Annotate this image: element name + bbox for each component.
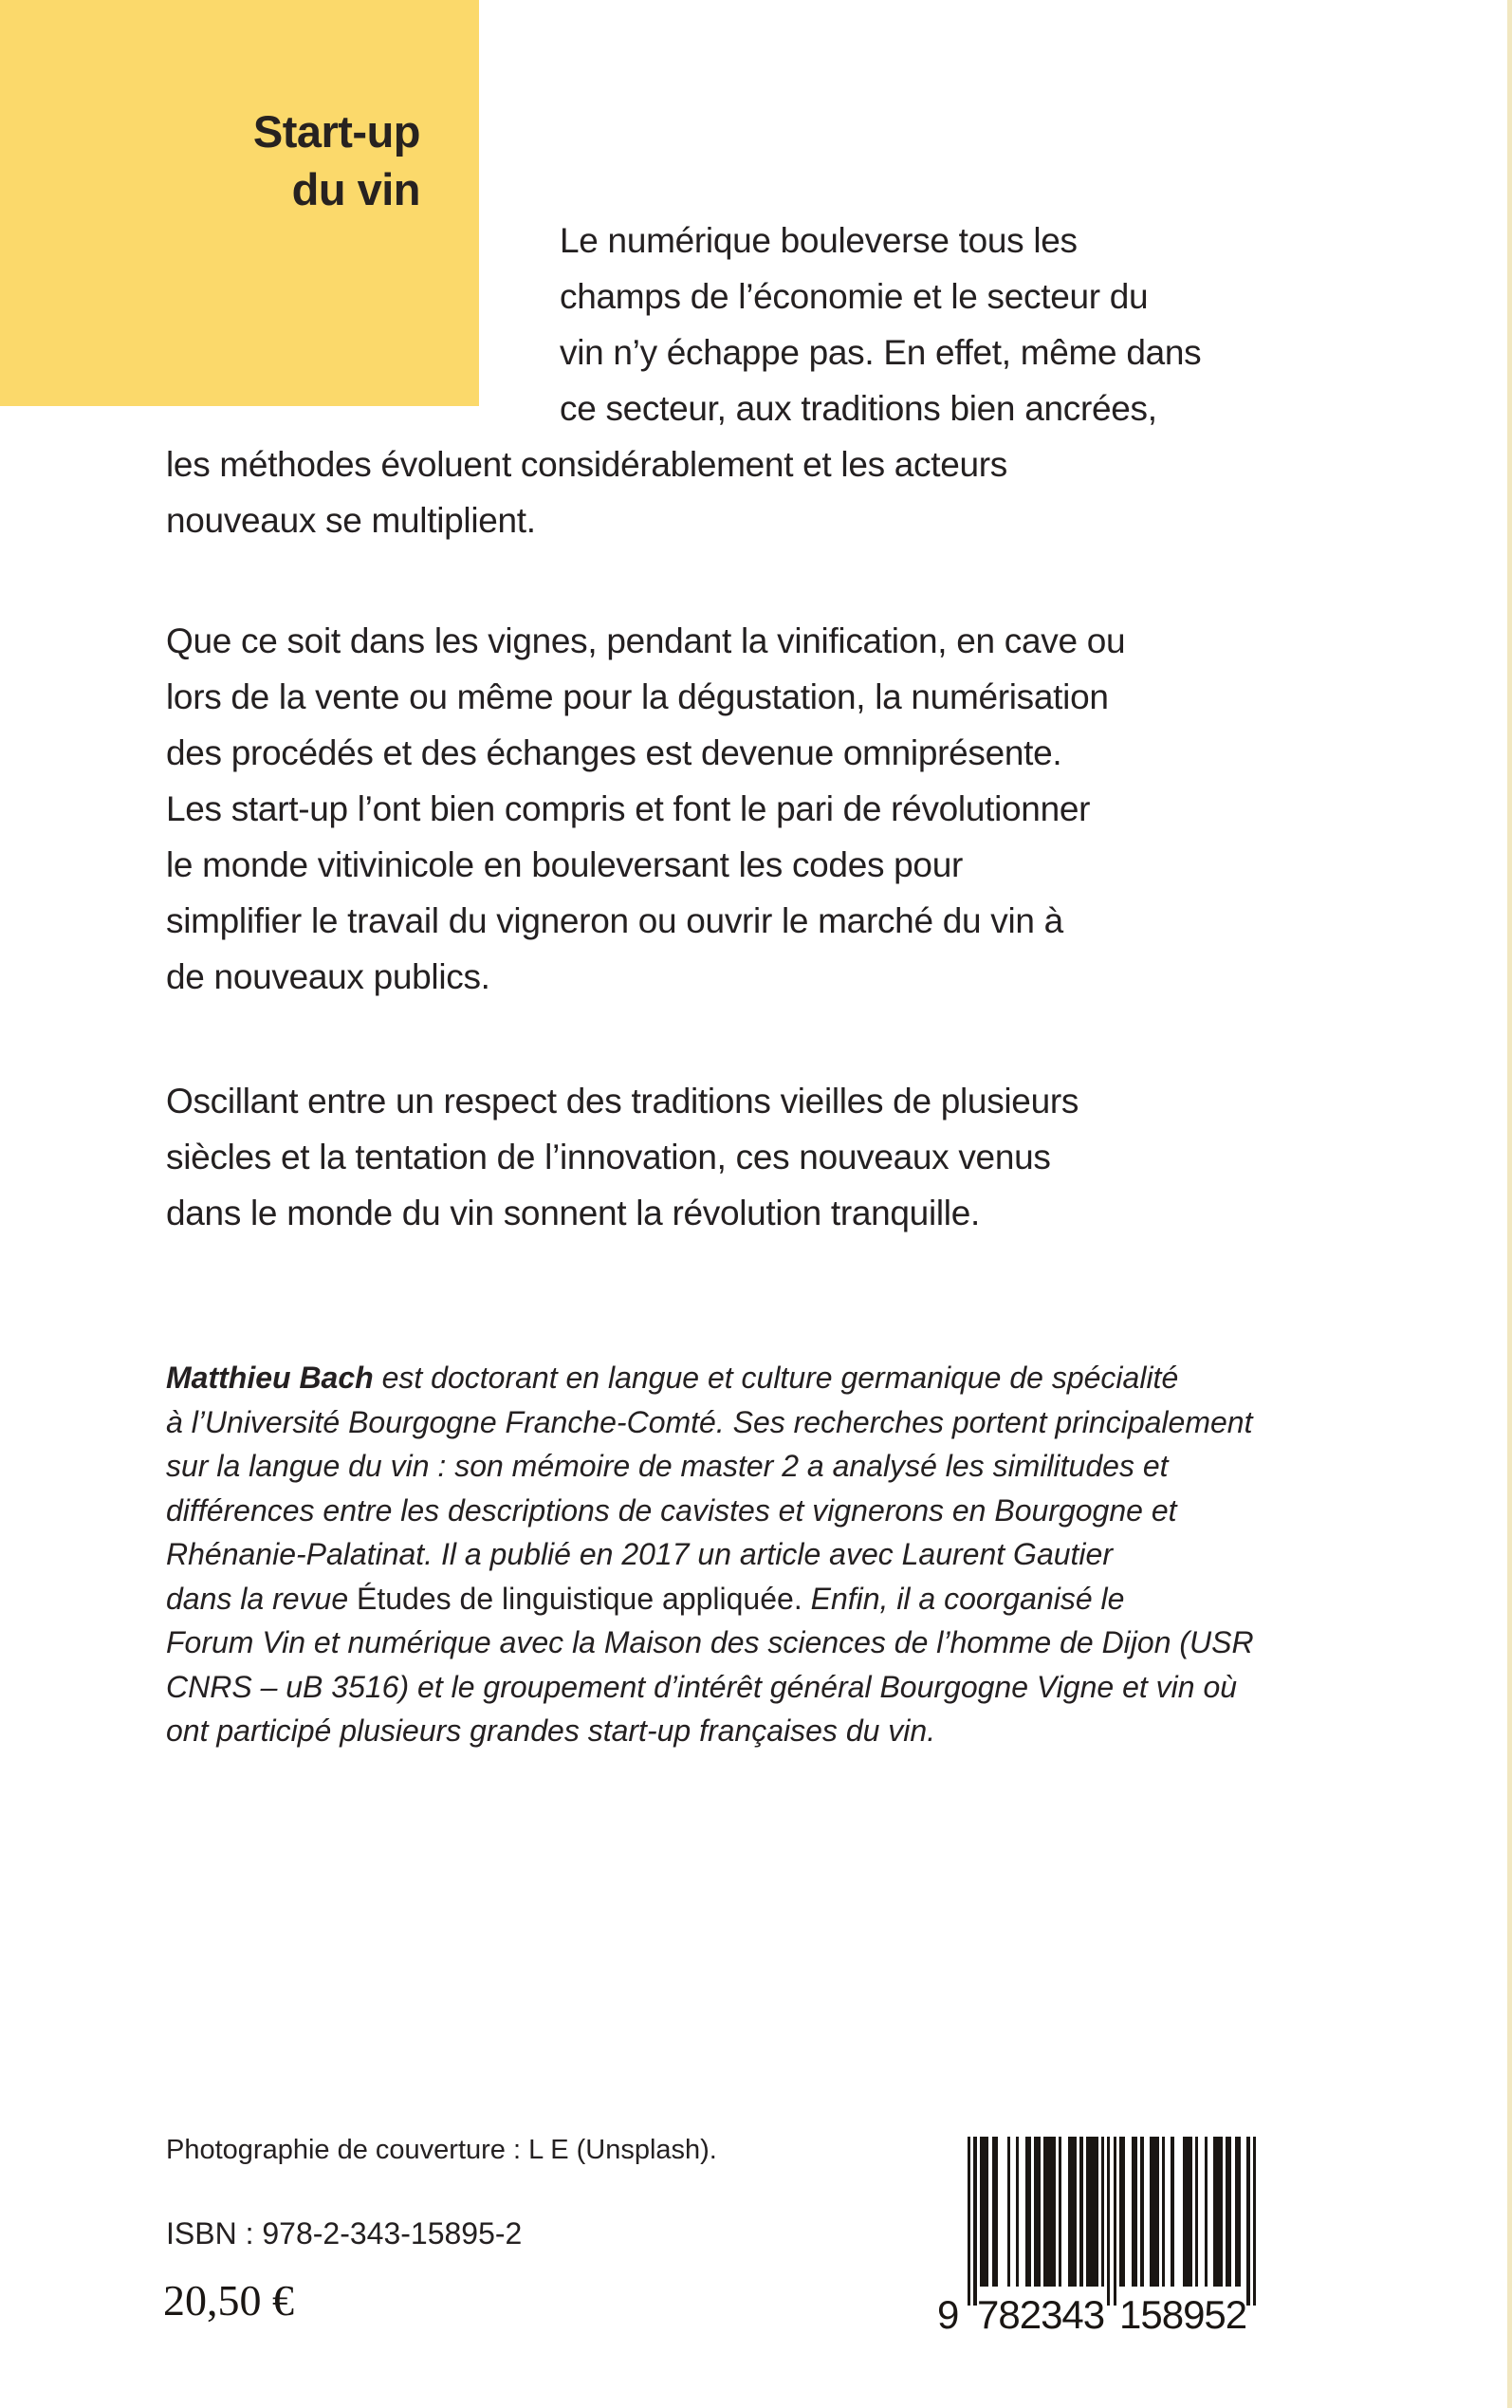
barcode-bar: [1059, 2137, 1061, 2287]
text-segment: ont participé plusieurs grandes start-up françaises du vin.: [166, 1713, 936, 1748]
barcode-bar: [1107, 2137, 1110, 2306]
text-segment: lors de la vente ou même pour la dégustation, la numérisation: [166, 677, 1109, 716]
barcode-bar: [1086, 2137, 1098, 2287]
text-line: [166, 1532, 1340, 1577]
barcode-bar: [1150, 2137, 1159, 2287]
text-line: [166, 1489, 1340, 1533]
text-segment: à l’Université Bourgogne Franche-Comté. Ses recherches portent principalement: [166, 1404, 1253, 1439]
text-line: [166, 1621, 1340, 1665]
barcode-bar: [1213, 2137, 1223, 2287]
barcode-bar: [1068, 2137, 1078, 2287]
text-line: [560, 380, 1340, 436]
text-segment: des procédés et des échanges est devenue omniprésente.: [166, 733, 1062, 772]
text-segment: de nouveaux publics.: [166, 957, 490, 996]
barcode-bar: [1183, 2137, 1192, 2287]
text-line: [560, 213, 1340, 269]
price: 20,50 €: [163, 2276, 294, 2325]
text-segment: Oscillant entre un respect des traditions vieilles de plusieurs: [166, 1082, 1079, 1121]
text-line: [166, 613, 1340, 669]
text-line: [166, 1400, 1340, 1445]
text-line: [166, 669, 1340, 725]
barcode-bar: [980, 2137, 989, 2287]
text-line: [166, 1129, 1340, 1185]
author-bio: [166, 1356, 1340, 1753]
text-line: [166, 837, 1340, 893]
text-segment: Le numérique bouleverse tous les: [560, 221, 1078, 260]
barcode-bar: [1246, 2137, 1249, 2306]
barcode-bar: [1114, 2137, 1116, 2306]
text-line: [166, 893, 1340, 949]
barcode-bar: [973, 2137, 976, 2306]
barcode-digits-left: 782343: [977, 2292, 1105, 2337]
barcode-bar: [1079, 2137, 1082, 2287]
text-line: [166, 1444, 1340, 1489]
photo-credit: Photographie de couverture : L E (Unsplash).: [166, 2135, 717, 2165]
text-segment: Les start-up l’ont bien compris et font le pari de révolutionner: [166, 789, 1091, 828]
text-segment: Rhénanie-Palatinat. Il a publié en 2017 un article avec Laurent Gautier: [166, 1537, 1113, 1571]
text-line: [166, 1577, 1340, 1621]
text-segment: dans la revue: [166, 1581, 358, 1616]
barcode-bar: [1253, 2137, 1256, 2306]
text-line: [166, 1356, 1340, 1400]
barcode-bar: [1101, 2137, 1104, 2287]
text-segment: ce secteur, aux traditions bien ancrées,: [560, 389, 1157, 428]
ean13-barcode: [939, 2137, 1266, 2355]
barcode-bars: [968, 2137, 1256, 2306]
barcode-bar: [1226, 2137, 1231, 2287]
text-segment: différences entre les descriptions de cavistes et vignerons en Bourgogne et: [166, 1492, 1177, 1528]
barcode-digit-first: 9: [937, 2292, 959, 2337]
barcode-bar: [1171, 2137, 1173, 2287]
text-line: [166, 436, 1340, 492]
text-segment: vin n’y échappe pas. En effet, même dans: [560, 333, 1202, 372]
text-line: [166, 725, 1340, 781]
text-line: [166, 1665, 1340, 1710]
barcode-bar: [1119, 2137, 1125, 2287]
back-cover-text: [166, 0, 1340, 1753]
text-segment: Forum Vin et numérique avec la Maison des sciences de l’homme de Dijon (USR: [166, 1625, 1254, 1659]
text-segment: siècles et la tentation de l’innovation, ces nouveaux venus: [166, 1138, 1051, 1176]
text-segment: sur la langue du vin : son mémoire de master 2 a analysé les similitudes et: [166, 1449, 1169, 1483]
text-segment: Enfin, il a coorganisé le: [802, 1581, 1125, 1616]
barcode-bar: [992, 2137, 998, 2287]
text-segment: simplifier le travail du vigneron ou ouvrir le marché du vin à: [166, 901, 1063, 940]
barcode-bar: [1235, 2137, 1241, 2287]
barcode-bar: [1140, 2137, 1143, 2287]
barcode-bar: [1162, 2137, 1165, 2287]
barcode-bar: [1132, 2137, 1137, 2287]
text-segment: champs de l’économie et le secteur du: [560, 277, 1149, 316]
text-segment: nouveaux se multiplient.: [166, 501, 536, 540]
book-title-line2: du vin: [291, 164, 420, 214]
text-line: [166, 1709, 1340, 1753]
book-title-line1: Start-up: [252, 106, 420, 157]
text-segment: Que ce soit dans les vignes, pendant la vinification, en cave ou: [166, 621, 1126, 660]
barcode-bar: [1205, 2137, 1208, 2287]
barcode-bar: [1195, 2137, 1198, 2287]
text-segment: est doctorant en langue et culture germanique de spécialité: [373, 1361, 1179, 1395]
isbn: ISBN : 978-2-343-15895-2: [166, 2216, 523, 2251]
text-segment: les méthodes évoluent considérablement et les acteurs: [166, 445, 1008, 484]
paragraph-digitalisation: [166, 613, 1340, 1005]
text-line: [166, 1185, 1340, 1241]
text-line: [166, 492, 1340, 548]
barcode-bar: [1007, 2137, 1010, 2287]
text-segment: le monde vitivinicole en bouleversant les codes pour: [166, 845, 964, 884]
text-segment: CNRS – uB 3516) et le groupement d’intérêt général Bourgogne Vigne et vin où: [166, 1669, 1238, 1704]
barcode-bar: [1034, 2137, 1040, 2287]
paragraph-intro: [166, 213, 1340, 548]
text-line: [560, 324, 1340, 380]
barcode-bar: [1025, 2137, 1031, 2287]
barcode-bar: [968, 2137, 970, 2306]
text-segment: Études de linguistique appliquée.: [357, 1581, 802, 1616]
cover-edge-strip: [1507, 0, 1512, 2408]
paragraph-conclusion: [166, 1073, 1340, 1241]
text-line: [166, 949, 1340, 1005]
barcode-bar: [1043, 2137, 1056, 2287]
barcode-digits-right: 158952: [1119, 2292, 1247, 2337]
text-line: [560, 269, 1340, 324]
text-segment: Matthieu Bach: [166, 1361, 374, 1395]
barcode-bar: [1016, 2137, 1019, 2287]
text-segment: dans le monde du vin sonnent la révolution tranquille.: [166, 1194, 980, 1232]
text-line: [166, 1073, 1340, 1129]
text-line: [166, 781, 1340, 837]
